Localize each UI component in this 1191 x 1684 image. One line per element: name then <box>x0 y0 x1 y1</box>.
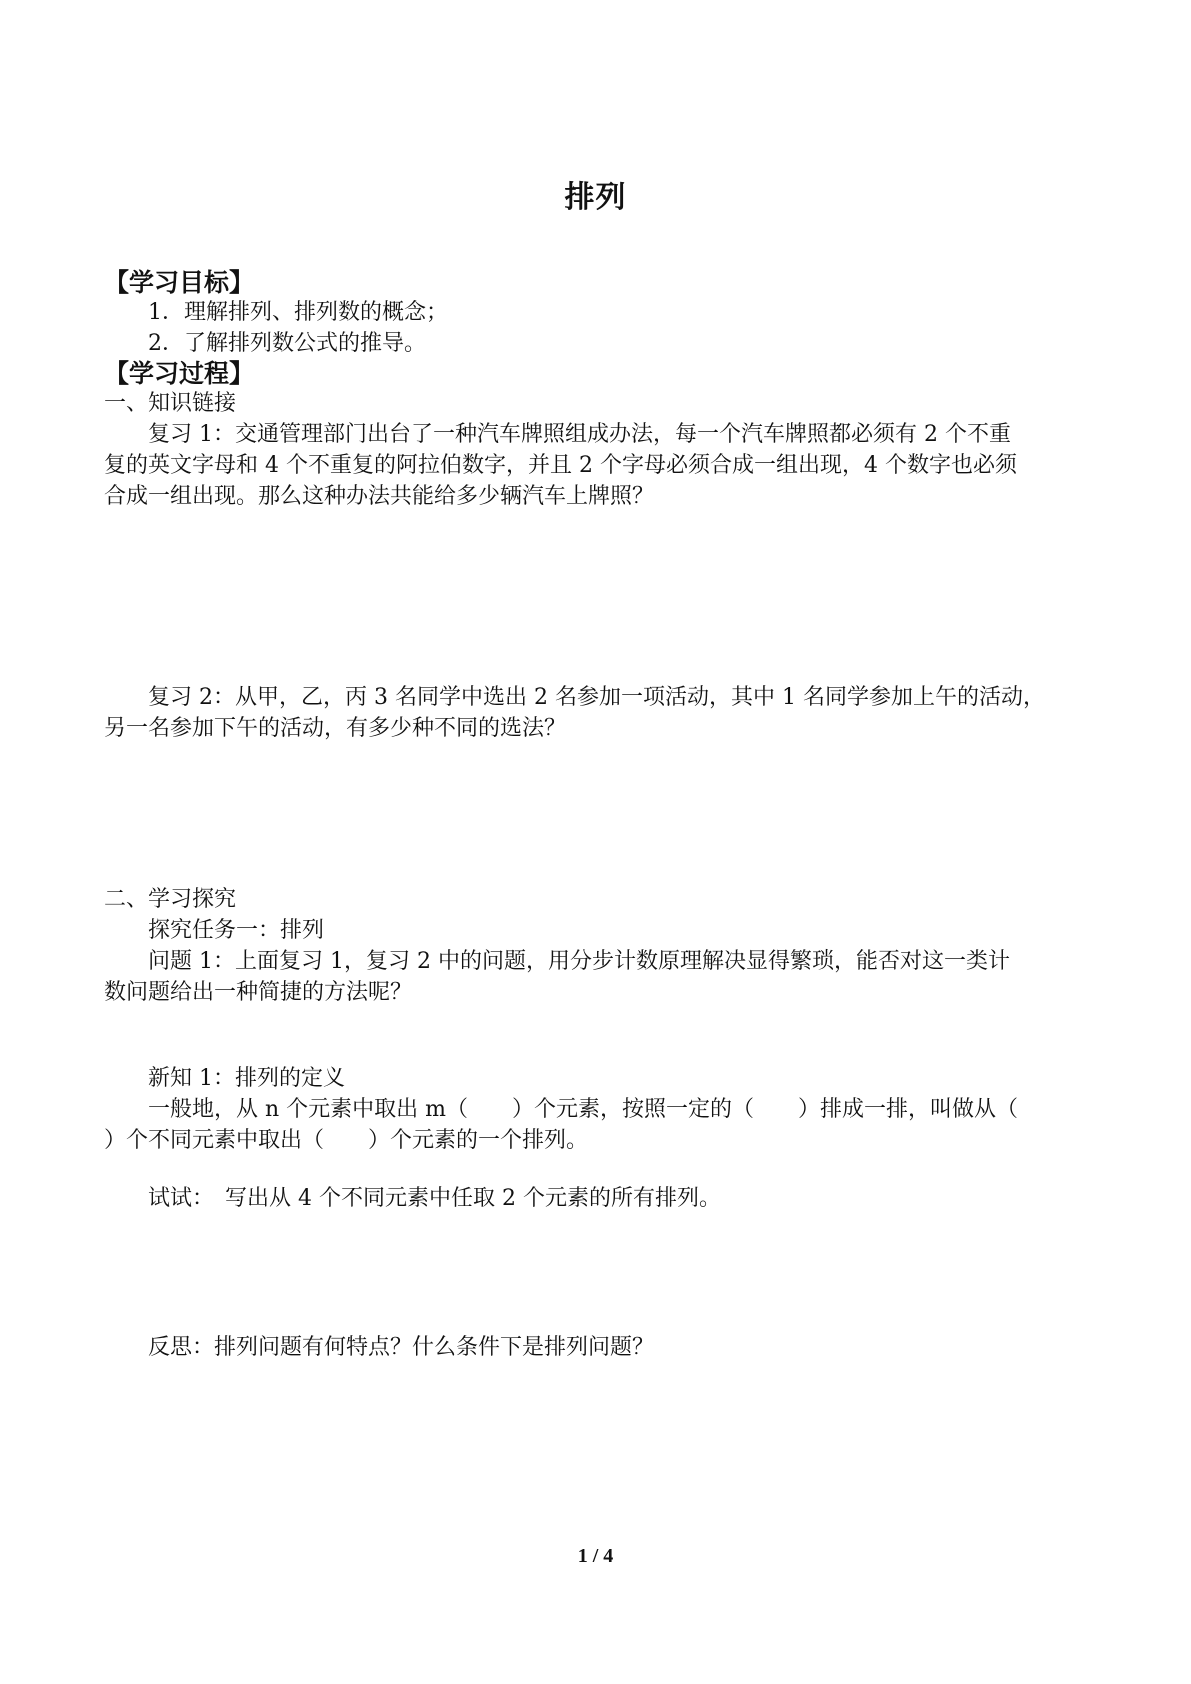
definition-line-1: 一般地，从 n 个元素中取出 m（ ）个元素，按照一定的（ ）排成一排，叫做从（ <box>148 1097 1019 1122</box>
review-1-line-3: 合成一组出现。那么这种办法共能给多少辆汽车上牌照？ <box>104 484 655 509</box>
objective-item-2: 2．了解排列数公式的推导。 <box>148 331 426 356</box>
task-1-heading: 探究任务一：排列 <box>148 918 325 943</box>
definition-line-2: ）个不同元素中取出（ ）个元素的一个排列。 <box>104 1128 589 1153</box>
objectives-heading: 【学习目标】 <box>104 268 255 297</box>
review-1-line-2: 复的英文字母和 4 个不重复的阿拉伯数字，并且 2 个字母必须合成一组出现，4 个数字也必须 <box>104 453 1017 478</box>
question-1-line-1: 问题 1：上面复习 1，复习 2 中的问题，用分步计数原理解决显得繁琐，能否对这一类计 <box>148 949 1010 974</box>
process-heading: 【学习过程】 <box>104 359 255 388</box>
objective-item-1: 1．理解排列、排列数的概念； <box>148 300 448 325</box>
section-1-heading: 一、知识链接 <box>104 391 237 416</box>
new-knowledge-heading: 新知 1：排列的定义 <box>148 1066 345 1091</box>
question-1-line-2: 数问题给出一种简捷的方法呢？ <box>104 980 413 1005</box>
page-number: 1 / 4 <box>577 1545 614 1567</box>
review-2-line-2: 另一名参加下午的活动，有多少种不同的选法？ <box>104 716 567 741</box>
review-1-line-1: 复习 1：交通管理部门出台了一种汽车牌照组成办法，每一个汽车牌照都必须有 2 个不重 <box>148 422 1011 447</box>
section-2-heading: 二、学习探究 <box>104 887 237 912</box>
review-2-line-1: 复习 2：从甲，乙，丙 3 名同学中选出 2 名参加一项活动，其中 1 名同学参加上午的活动， <box>148 685 1045 710</box>
try-exercise: 试试： 写出从 4 个不同元素中任取 2 个元素的所有排列。 <box>148 1186 721 1211</box>
reflection-question: 反思：排列问题有何特点？什么条件下是排列问题？ <box>148 1335 655 1360</box>
document-title: 排列 <box>564 180 627 215</box>
